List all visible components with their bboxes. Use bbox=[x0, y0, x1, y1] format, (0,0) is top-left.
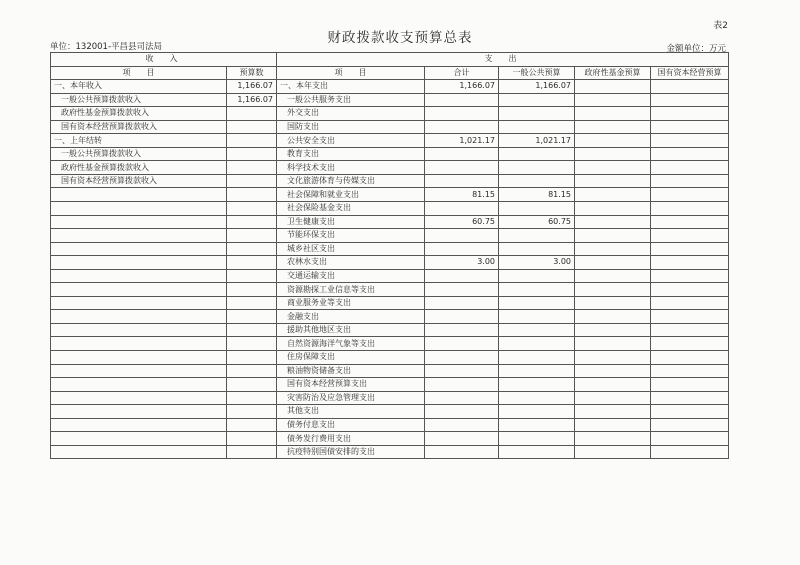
income-budget-cell bbox=[227, 418, 277, 432]
fund-budget-cell bbox=[575, 202, 651, 216]
total-cell bbox=[425, 445, 499, 459]
income-item-cell bbox=[51, 242, 227, 256]
state-capital-cell bbox=[651, 215, 729, 229]
total-cell bbox=[425, 283, 499, 297]
table-row bbox=[51, 93, 729, 107]
fund-budget-cell bbox=[575, 432, 651, 446]
expense-item-cell: 抗疫特别国债安排的支出 bbox=[277, 445, 425, 459]
expense-item-cell: 金融支出 bbox=[277, 310, 425, 324]
income-item-cell bbox=[51, 364, 227, 378]
column-header-row bbox=[51, 66, 729, 80]
fund-budget-cell bbox=[575, 405, 651, 419]
general-budget-cell bbox=[499, 229, 575, 243]
expense-item-cell: 外交支出 bbox=[277, 107, 425, 121]
general-budget-cell bbox=[499, 93, 575, 107]
income-item-cell bbox=[51, 310, 227, 324]
state-capital-cell bbox=[651, 432, 729, 446]
table-row bbox=[51, 405, 729, 419]
total-cell bbox=[425, 147, 499, 161]
total-cell bbox=[425, 202, 499, 216]
table-row bbox=[51, 351, 729, 365]
general-budget-cell bbox=[499, 174, 575, 188]
fund-budget-cell bbox=[575, 174, 651, 188]
income-budget-cell bbox=[227, 296, 277, 310]
income-budget-cell bbox=[227, 310, 277, 324]
table-row bbox=[51, 283, 729, 297]
expense-item-cell: 自然资源海洋气象等支出 bbox=[277, 337, 425, 351]
income-budget-cell bbox=[227, 107, 277, 121]
state-capital-cell bbox=[651, 296, 729, 310]
expense-item-cell: 节能环保支出 bbox=[277, 229, 425, 243]
total-cell bbox=[425, 120, 499, 134]
income-item-cell bbox=[51, 405, 227, 419]
table-row bbox=[51, 310, 729, 324]
expense-item-cell: 教育支出 bbox=[277, 147, 425, 161]
table-row bbox=[51, 364, 729, 378]
state-capital-cell bbox=[651, 229, 729, 243]
expense-item-cell: 公共安全支出 bbox=[277, 134, 425, 148]
income-budget-cell bbox=[227, 134, 277, 148]
state-capital-cell bbox=[651, 107, 729, 121]
income-budget-cell: 1,166.07 bbox=[227, 80, 277, 94]
table-row bbox=[51, 229, 729, 243]
total-cell bbox=[425, 242, 499, 256]
income-item-cell bbox=[51, 202, 227, 216]
fund-budget-cell bbox=[575, 323, 651, 337]
income-item-cell bbox=[51, 351, 227, 365]
income-item-cell bbox=[51, 323, 227, 337]
income-item-cell: 一般公共预算拨款收入 bbox=[51, 93, 227, 107]
total-cell: 3.00 bbox=[425, 256, 499, 270]
expense-item-cell: 一、本年支出 bbox=[277, 80, 425, 94]
expense-item-cell: 住房保障支出 bbox=[277, 351, 425, 365]
fund-budget-cell bbox=[575, 391, 651, 405]
table-row bbox=[51, 242, 729, 256]
income-item-cell: 政府性基金预算拨款收入 bbox=[51, 107, 227, 121]
state-capital-cell bbox=[651, 174, 729, 188]
general-budget-cell bbox=[499, 269, 575, 283]
table-row bbox=[51, 256, 729, 270]
total-cell bbox=[425, 391, 499, 405]
state-capital-cell bbox=[651, 80, 729, 94]
total-cell: 1,021.17 bbox=[425, 134, 499, 148]
state-capital-cell bbox=[651, 364, 729, 378]
income-item-cell bbox=[51, 229, 227, 243]
fund-budget-cell bbox=[575, 283, 651, 297]
fund-budget-cell bbox=[575, 120, 651, 134]
income-budget-cell bbox=[227, 351, 277, 365]
table-row bbox=[51, 323, 729, 337]
fund-budget-cell bbox=[575, 229, 651, 243]
expense-item-cell: 城乡社区支出 bbox=[277, 242, 425, 256]
state-capital-header: 国有资本经营预算 bbox=[651, 66, 729, 80]
general-budget-cell bbox=[499, 364, 575, 378]
group-header-row bbox=[51, 53, 729, 67]
general-budget-cell bbox=[499, 296, 575, 310]
expense-item-cell: 一般公共服务支出 bbox=[277, 93, 425, 107]
fund-budget-cell bbox=[575, 310, 651, 324]
table-row bbox=[51, 215, 729, 229]
income-budget-cell bbox=[227, 323, 277, 337]
income-item-cell bbox=[51, 378, 227, 392]
total-cell bbox=[425, 161, 499, 175]
table-row bbox=[51, 188, 729, 202]
state-capital-cell bbox=[651, 188, 729, 202]
table-row bbox=[51, 80, 729, 94]
income-item-cell: 一般公共预算拨款收入 bbox=[51, 147, 227, 161]
fund-budget-cell bbox=[575, 93, 651, 107]
income-item-header: 项 目 bbox=[51, 66, 227, 80]
income-budget-cell bbox=[227, 432, 277, 446]
general-budget-cell bbox=[499, 242, 575, 256]
fund-budget-cell bbox=[575, 364, 651, 378]
fund-budget-cell bbox=[575, 256, 651, 270]
total-cell bbox=[425, 310, 499, 324]
state-capital-cell bbox=[651, 161, 729, 175]
income-budget-cell bbox=[227, 147, 277, 161]
general-budget-cell: 1,021.17 bbox=[499, 134, 575, 148]
general-budget-cell bbox=[499, 337, 575, 351]
total-cell: 81.15 bbox=[425, 188, 499, 202]
state-capital-cell bbox=[651, 283, 729, 297]
fund-budget-cell bbox=[575, 351, 651, 365]
expense-item-cell: 援助其他地区支出 bbox=[277, 323, 425, 337]
income-item-cell bbox=[51, 391, 227, 405]
table-row bbox=[51, 296, 729, 310]
state-capital-cell bbox=[651, 93, 729, 107]
table-row bbox=[51, 445, 729, 459]
income-budget-cell bbox=[227, 202, 277, 216]
expense-group-header: 支 出 bbox=[277, 53, 729, 67]
state-capital-cell bbox=[651, 323, 729, 337]
expense-item-cell: 社会保险基金支出 bbox=[277, 202, 425, 216]
state-capital-cell bbox=[651, 405, 729, 419]
general-budget-cell: 60.75 bbox=[499, 215, 575, 229]
total-cell: 1,166.07 bbox=[425, 80, 499, 94]
table-row bbox=[51, 391, 729, 405]
total-cell bbox=[425, 364, 499, 378]
expense-item-cell: 债务付息支出 bbox=[277, 418, 425, 432]
fund-budget-cell bbox=[575, 188, 651, 202]
state-capital-cell bbox=[651, 242, 729, 256]
state-capital-cell bbox=[651, 202, 729, 216]
expense-item-cell: 农林水支出 bbox=[277, 256, 425, 270]
fund-budget-cell bbox=[575, 107, 651, 121]
total-cell bbox=[425, 323, 499, 337]
state-capital-cell bbox=[651, 378, 729, 392]
state-capital-cell bbox=[651, 310, 729, 324]
state-capital-cell bbox=[651, 445, 729, 459]
income-budget-cell bbox=[227, 364, 277, 378]
fund-budget-cell bbox=[575, 337, 651, 351]
total-cell bbox=[425, 296, 499, 310]
general-budget-cell bbox=[499, 418, 575, 432]
expense-item-cell: 卫生健康支出 bbox=[277, 215, 425, 229]
state-capital-cell bbox=[651, 120, 729, 134]
total-cell bbox=[425, 337, 499, 351]
income-budget-cell bbox=[227, 242, 277, 256]
income-budget-cell bbox=[227, 215, 277, 229]
expense-item-cell: 科学技术支出 bbox=[277, 161, 425, 175]
expense-item-header: 项 目 bbox=[277, 66, 425, 80]
income-item-cell bbox=[51, 432, 227, 446]
table-row bbox=[51, 161, 729, 175]
table-row bbox=[51, 432, 729, 446]
income-item-cell: 一、上年结转 bbox=[51, 134, 227, 148]
income-item-cell bbox=[51, 445, 227, 459]
income-budget-cell bbox=[227, 391, 277, 405]
general-budget-header: 一般公共预算 bbox=[499, 66, 575, 80]
total-cell bbox=[425, 405, 499, 419]
expense-item-cell: 粮油物资储备支出 bbox=[277, 364, 425, 378]
expense-item-cell: 社会保障和就业支出 bbox=[277, 188, 425, 202]
total-header: 合计 bbox=[425, 66, 499, 80]
state-capital-cell bbox=[651, 351, 729, 365]
expense-item-cell: 灾害防治及应急管理支出 bbox=[277, 391, 425, 405]
fund-budget-cell bbox=[575, 445, 651, 459]
income-item-cell: 国有资本经营预算拨款收入 bbox=[51, 174, 227, 188]
total-cell bbox=[425, 418, 499, 432]
expense-item-cell: 资源勘探工业信息等支出 bbox=[277, 283, 425, 297]
income-budget-cell bbox=[227, 174, 277, 188]
income-budget-cell bbox=[227, 283, 277, 297]
fund-budget-cell bbox=[575, 134, 651, 148]
table-row bbox=[51, 337, 729, 351]
table-number: 表2 bbox=[713, 21, 728, 31]
expense-item-cell: 其他支出 bbox=[277, 405, 425, 419]
table-row bbox=[51, 120, 729, 134]
money-unit: 金额单位：万元 bbox=[666, 44, 726, 54]
income-budget-cell bbox=[227, 405, 277, 419]
general-budget-cell: 3.00 bbox=[499, 256, 575, 270]
general-budget-cell: 81.15 bbox=[499, 188, 575, 202]
expense-item-cell: 国有资本经营预算支出 bbox=[277, 378, 425, 392]
fund-budget-header: 政府性基金预算 bbox=[575, 66, 651, 80]
expense-item-cell: 商业服务业等支出 bbox=[277, 296, 425, 310]
income-budget-cell bbox=[227, 161, 277, 175]
table-row bbox=[51, 202, 729, 216]
general-budget-cell bbox=[499, 202, 575, 216]
income-item-cell bbox=[51, 418, 227, 432]
state-capital-cell bbox=[651, 337, 729, 351]
general-budget-cell bbox=[499, 445, 575, 459]
fund-budget-cell bbox=[575, 296, 651, 310]
income-item-cell bbox=[51, 296, 227, 310]
fund-budget-cell bbox=[575, 147, 651, 161]
expense-item-cell: 文化旅游体育与传媒支出 bbox=[277, 174, 425, 188]
table-row bbox=[51, 174, 729, 188]
general-budget-cell bbox=[499, 120, 575, 134]
income-budget-cell bbox=[227, 188, 277, 202]
total-cell bbox=[425, 351, 499, 365]
income-budget-cell bbox=[227, 229, 277, 243]
expense-item-cell: 债务发行费用支出 bbox=[277, 432, 425, 446]
general-budget-cell bbox=[499, 310, 575, 324]
income-budget-cell bbox=[227, 337, 277, 351]
income-budget-cell bbox=[227, 269, 277, 283]
state-capital-cell bbox=[651, 256, 729, 270]
general-budget-cell bbox=[499, 351, 575, 365]
general-budget-cell: 1,166.07 bbox=[499, 80, 575, 94]
income-budget-cell bbox=[227, 445, 277, 459]
state-capital-cell bbox=[651, 269, 729, 283]
general-budget-cell bbox=[499, 378, 575, 392]
general-budget-cell bbox=[499, 161, 575, 175]
income-item-cell bbox=[51, 337, 227, 351]
organization-unit: 单位：132001-平昌县司法局 bbox=[50, 42, 163, 52]
budget-table bbox=[50, 52, 729, 459]
table-row bbox=[51, 418, 729, 432]
total-cell bbox=[425, 229, 499, 243]
income-budget-cell bbox=[227, 256, 277, 270]
general-budget-cell bbox=[499, 391, 575, 405]
state-capital-cell bbox=[651, 147, 729, 161]
total-cell bbox=[425, 269, 499, 283]
state-capital-cell bbox=[651, 418, 729, 432]
fund-budget-cell bbox=[575, 161, 651, 175]
fund-budget-cell bbox=[575, 269, 651, 283]
total-cell bbox=[425, 174, 499, 188]
total-cell bbox=[425, 378, 499, 392]
fund-budget-cell bbox=[575, 215, 651, 229]
income-item-cell: 一、本年收入 bbox=[51, 80, 227, 94]
general-budget-cell bbox=[499, 432, 575, 446]
fund-budget-cell bbox=[575, 80, 651, 94]
state-capital-cell bbox=[651, 134, 729, 148]
state-capital-cell bbox=[651, 391, 729, 405]
income-group-header: 收 入 bbox=[51, 53, 277, 67]
table-row bbox=[51, 269, 729, 283]
expense-item-cell: 国防支出 bbox=[277, 120, 425, 134]
table-row bbox=[51, 378, 729, 392]
income-item-cell bbox=[51, 256, 227, 270]
income-item-cell bbox=[51, 188, 227, 202]
total-cell: 60.75 bbox=[425, 215, 499, 229]
income-item-cell bbox=[51, 283, 227, 297]
income-budget-cell: 1,166.07 bbox=[227, 93, 277, 107]
total-cell bbox=[425, 107, 499, 121]
general-budget-cell bbox=[499, 405, 575, 419]
fund-budget-cell bbox=[575, 242, 651, 256]
general-budget-cell bbox=[499, 107, 575, 121]
income-item-cell bbox=[51, 269, 227, 283]
fund-budget-cell bbox=[575, 378, 651, 392]
general-budget-cell bbox=[499, 283, 575, 297]
table-row bbox=[51, 134, 729, 148]
expense-item-cell: 交通运输支出 bbox=[277, 269, 425, 283]
income-budget-header: 预算数 bbox=[227, 66, 277, 80]
general-budget-cell bbox=[499, 147, 575, 161]
page-title: 财政拨款收支预算总表 bbox=[327, 30, 473, 46]
income-item-cell bbox=[51, 215, 227, 229]
general-budget-cell bbox=[499, 323, 575, 337]
income-item-cell: 政府性基金预算拨款收入 bbox=[51, 161, 227, 175]
total-cell bbox=[425, 432, 499, 446]
income-item-cell: 国有资本经营预算拨款收入 bbox=[51, 120, 227, 134]
table-row bbox=[51, 147, 729, 161]
table-row bbox=[51, 107, 729, 121]
fund-budget-cell bbox=[575, 418, 651, 432]
income-budget-cell bbox=[227, 120, 277, 134]
income-budget-cell bbox=[227, 378, 277, 392]
total-cell bbox=[425, 93, 499, 107]
